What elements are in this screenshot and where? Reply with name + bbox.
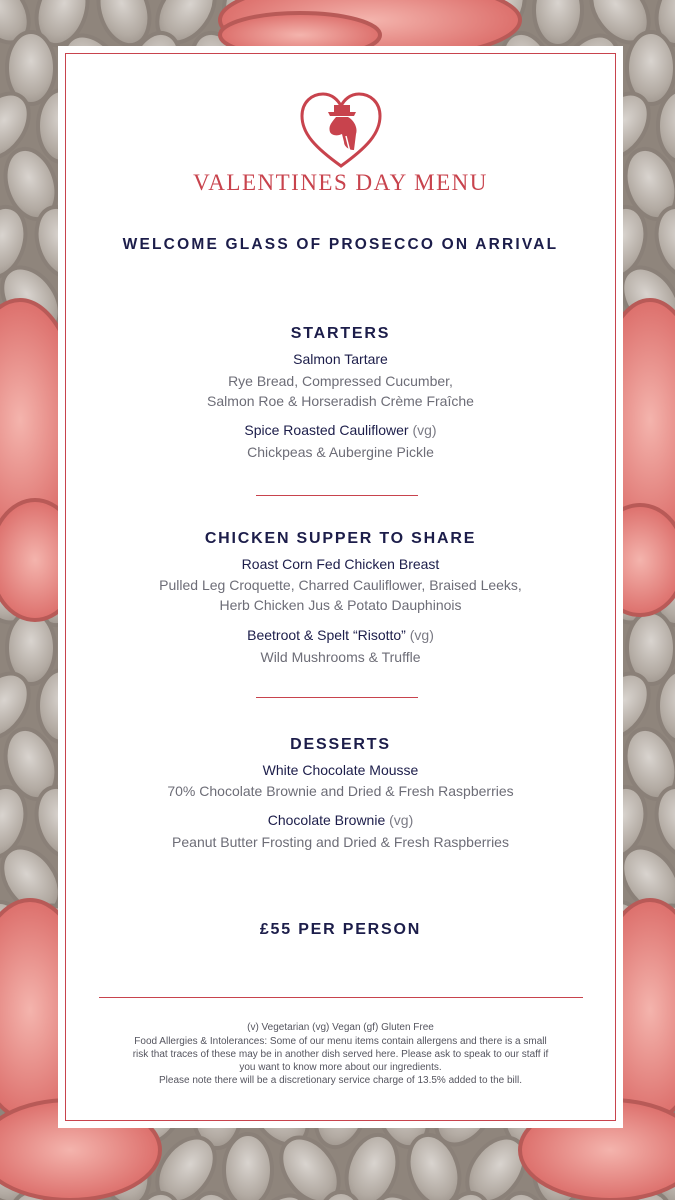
dish-description: Rye Bread, Compressed Cucumber, Salmon Roe & Horseradish Crème Fraîche [207, 373, 474, 409]
dish-name: White Chocolate Mousse [262, 762, 419, 778]
welcome-note: WELCOME GLASS OF PROSECCO ON ARRIVAL [122, 236, 559, 253]
diet-tag: (vg) [409, 627, 434, 643]
section-heading-starters: STARTERS [290, 325, 391, 342]
dish-description: 70% Chocolate Brownie and Dried & Fresh Raspberries [167, 783, 514, 799]
heart-dog-in-hat-icon [298, 90, 384, 170]
dish-name: Roast Corn Fed Chicken Breast [241, 556, 440, 572]
dish-name: Salmon Tartare [293, 351, 388, 367]
dish-name: Spice Roasted Cauliflower (vg) [244, 422, 437, 438]
allergy-notice: Food Allergies & Intolerances: Some of our menu items contain allergens and there is a small risk that traces of these may be in another dish served here. Please ask to speak to our staff if you want to know more about our ingredients. [132, 1036, 549, 1073]
dish-description: Peanut Butter Frosting and Dried & Fresh Raspberries [172, 834, 509, 850]
dish-name: Beetroot & Spelt “Risotto” (vg) [247, 627, 434, 643]
menu-card [58, 46, 623, 1128]
diet-tag: (vg) [389, 812, 414, 828]
section-heading-main: CHICKEN SUPPER TO SHARE [204, 530, 477, 547]
dish-description: Pulled Leg Croquette, Charred Cauliflower, Braised Leeks, Herb Chicken Jus & Potato Dauphinois [159, 577, 522, 613]
service-charge-note: Please note there will be a discretionary service charge of 13.5% added to the bill. [159, 1075, 522, 1086]
footer-divider [99, 997, 583, 998]
dietary-legend: (v) Vegetarian (vg) Vegan (gf) Gluten Free [247, 1022, 434, 1033]
menu-title: VALENTINES DAY MENU [193, 170, 488, 195]
diet-tag: (vg) [412, 422, 437, 438]
dish-name: Chocolate Brownie (vg) [267, 812, 414, 828]
price-per-person: £55 PER PERSON [259, 921, 422, 938]
section-divider [256, 495, 418, 496]
section-heading-desserts: DESSERTS [290, 736, 391, 753]
background-petal [224, 1134, 272, 1200]
dish-description: Wild Mushrooms & Truffle [260, 649, 421, 665]
dish-description: Chickpeas & Aubergine Pickle [247, 444, 434, 460]
section-divider [256, 697, 418, 698]
